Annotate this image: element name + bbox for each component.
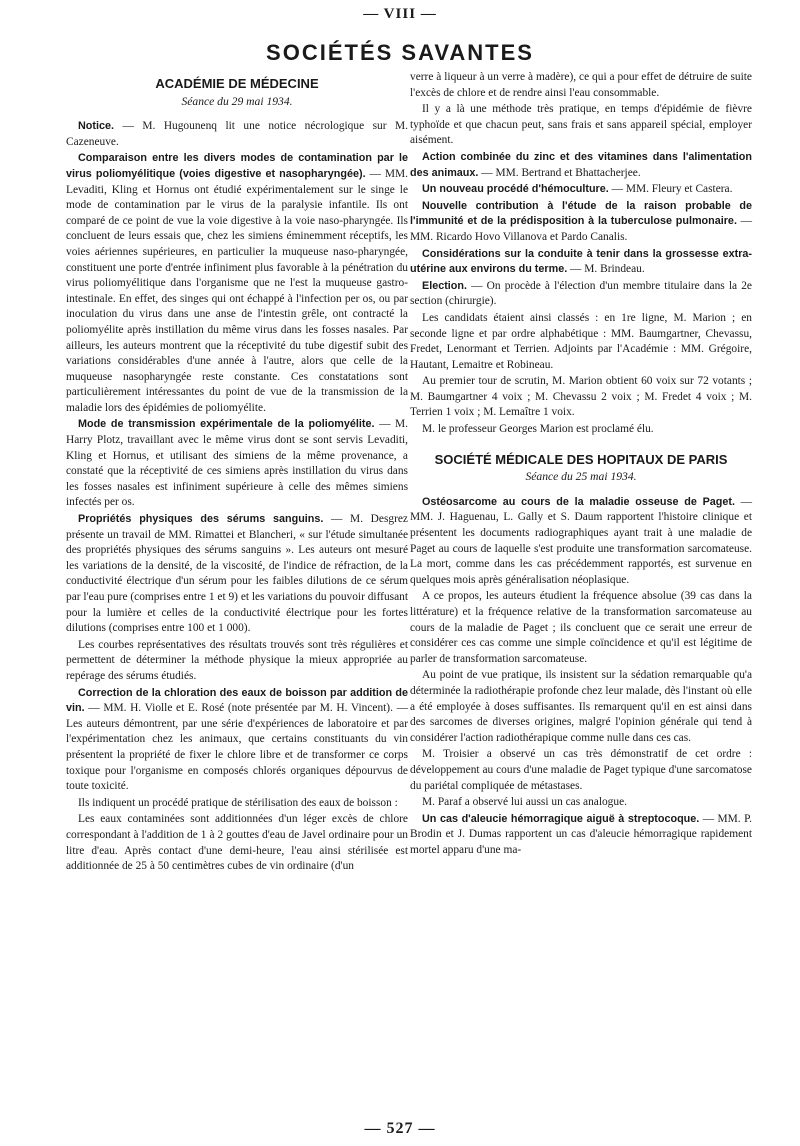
paragraph-troisier: M. Troisier a observé un cas très démonstratif de cet ordre : développement au cours d'une maladie de Paget typique d'une sarcomatose du pariétal compliquée de métastases. [410,748,752,792]
paragraph-scrutin: Au premier tour de scrutin, M. Marion obtient 60 voix sur 72 votants ; M. Baumgartner 4 voix ; M. Chevassu 2 voix ; M. Fredet 4 voix ; M. Terrien 1 voix ; M. Lemaître 1 voix. [410,375,752,419]
paragraph-continuation: verre à liqueur à un verre à madère), ce qui a pour effet de détruire de suite l'excès de chlore et de rendre ainsi l'eau consommable. [410,71,752,99]
paragraph-lead: Mode de transmission expérimentale de la poliomyélite. [78,418,375,431]
paragraph-lead: Election. [422,279,467,292]
paragraph-candidats: Les candidats étaient ainsi classés : en 1re ligne, M. Marion ; en seconde ligne et par ordre alphabétique : MM. Baumgartner, Chevassu, Fredet, Lenormant et Terrien. Adjoints par l'Académie : MM. Grégoire, Hautant, Lemaitre et Robineau. [410,311,752,371]
paragraph-text: — M. Hugounenq lit une notice nécrologique sur M. Cazeneuve. [66,120,408,148]
paragraph-lead: Action combinée du zinc et des vitamines dans l'alimentation des animaux. [410,150,752,179]
paragraph-comparaison [66,151,408,416]
paragraph-lead: Notice. [78,120,114,133]
paragraph-proprietes [66,512,408,637]
paragraph-mode-transmission [66,417,408,511]
section-title-hopitaux: SOCIÉTÉ MÉDICALE DES HOPITAUX DE PARIS [434,451,728,467]
paragraph-aleucie [410,812,752,859]
paragraph-lead: Un cas d'aleucie hémorragique aiguë à streptocoque. [422,812,700,825]
right-column [410,70,752,859]
paragraph-text: — MM. Levaditi, Kling et Hornus ont étudié expérimentalement sur le singe le mode de contamination par le virus de la paralysie infantile. Ils ont comparé de ce point de vue la voie digestive à la voie naso-pharyngée. Ils concluent de leurs essais que, chez les simiens éminemment réceptifs, les voies aériennes supérieures, en particulier la muqueuse naso-pharyngée, constituent une porte d'entrée infiniment plus favorable à la pénétration du virus poliomyélitique dans l'organisme que ne l'est la muqueuse gastro-intestinale. En effet, des singes qui ont échappé à l'infection per os, ou par inoculation du virus dans une anse de l'intestin grêle, ont contracté la poliomyélite après instillation du même virus dans les fosses nasales. Par ailleurs, les auteurs montrent que la réceptivité du tube digestif subit des variations considérables d'une année à l'autre, alors que celle de la muqueuse nasopharyngée reste constante. Ces constatations sont particulièrement intéressantes du point de vue de la transmission de la maladie lors des épidémies de poliomyélite. [66,167,408,414]
paragraph-text: — MM. Ricardo Hovo Villanova et Pardo Canalis. [410,215,752,243]
paragraph-lead: Comparaison entre les divers modes de contamination par le virus poliomyélitique (voies digestive et nasopharyngée). [66,152,408,180]
left-column [66,70,408,875]
paragraph-tuberculose [410,199,752,246]
paragraph-courbes: Les courbes représentatives des résultats trouvés sont très régulières et permettent de déterminer la méthode physique la mieux appropriée au repérage des sérums étudiés. [66,638,408,682]
masthead-title: SOCIÉTÉS SAVANTES [266,40,534,65]
paragraph-lead: Propriétés physiques des sérums sanguins. [78,513,324,526]
paragraph-notice [66,119,408,150]
paragraph-text: — M. Harry Plotz, travaillant avec le même virus dont se sont servis Levaditi, Kling et Hornus, et utilisant des simiens de la même provenance, a constaté que la réceptivité de ces simiens après instillation du virus dans les fosses nasales est infiniment supérieure à celle des mêmes simiens infectés per os. [66,418,409,509]
paragraph-text: — MM. Fleury et Castera. [608,183,733,196]
paragraph-correction [66,686,408,795]
paragraph-text: — M. Brindeau. [567,263,645,276]
paragraph-frequence: A ce propos, les auteurs étudient la fréquence absolue (39 cas dans la littérature) et la fréquence relative de la transformation sarcomateuse au cours de la maladie de Paget ; ils concluent que ce serait une erreur de considérer ces cas comme une simple coïncidence et qu'il est légitime de parler de transformation sarcomateuse. [410,590,752,665]
paragraph-methode: Il y a là une méthode très pratique, en temps d'épidémie de fièvre typhoïde et que chacun peut, sans frais et sans appareil spécial, employer aisément. [410,103,752,147]
paragraph-paraf: M. Paraf a observé lui aussi un cas analogue. [422,796,627,809]
paragraph-zinc [410,150,752,181]
page-number-roman: — VIII — [363,6,437,22]
paragraph-lead: Ostéosarcome au cours de la maladie osseuse de Paget. [422,495,735,508]
page-number: — 527 — [364,1120,436,1137]
paragraph-lead: Nouvelle contribution à l'étude de la raison probable de l'immunité et de la prédisposition à la tuberculose pulmonaire. [410,199,752,228]
paragraph-election [410,279,752,310]
paragraph-grossesse [410,247,752,278]
paragraph-text: — MM. J. Haguenau, L. Gally et S. Daum rapportent l'histoire clinique et présentent les documents radiographiques ayant trait à une maladie de Paget au cours de laquelle s'est produite une transformation sarcomateuse. La mort, comme dans les cas précédemment rapportés, est survenue en quelques mois après généralisation néoplasique. [410,495,752,586]
paragraph-proclame: M. le professeur Georges Marion est proclamé élu. [422,423,654,436]
paragraph-osteosarcome [410,495,752,589]
paragraph-lead: Considérations sur la conduite à tenir dans la grossesse extra-utérine aux environs du terme. [410,247,752,276]
paragraph-sedation: Au point de vue pratique, ils insistent sur la sédation remarquable qu'a déterminée la radiothérapie profonde chez leur malade, dès l'instant où elle a été employée à doses suffisantes. Ils remarquent qu'il en est ainsi dans des sarcomes de diverses origines, malgré l'opinion générale qui tend à considérer l'action radiothérapique comme nulle dans ces cas. [410,669,752,744]
paragraph-text: — MM. P. Brodin et J. Dumas rapportent un cas d'aleucie hémorragique rapidement mortel apparu d'une ma- [410,812,752,856]
paragraph-eaux-contaminees: Les eaux contaminées sont additionnées d'un léger excès de chlore correspondant à l'addition de 1 à 2 gouttes d'eau de Javel ordinaire pour un litre d'eau. Après contact d'une demi-heure, l'eau ainsi stérilisée est additionnée de 25 à 50 centimètres cubes de vin ordinaire (d'un [66,813,408,873]
paragraph-lead: Un nouveau procédé d'hémoculture. [422,183,609,196]
section-title-academie: ACADÉMIE DE MÉDECINE [155,76,319,91]
section-date-hopitaux: Séance du 25 mai 1934. [525,470,637,484]
paragraph-hemoculture [410,182,752,198]
paragraph-lead: Correction de la chloration des eaux de boisson par addition de vin. [66,686,408,715]
paragraph-procede: Ils indiquent un procédé pratique de stérilisation des eaux de boisson : [78,796,398,809]
paragraph-text: — MM. Bertrand et Bhattacherjee. [478,166,641,179]
paragraph-text: — On procède à l'élection d'un membre titulaire dans la 2e section (chirurgie). [410,279,752,308]
section-date-academie: Séance du 29 mai 1934. [181,94,293,108]
paragraph-text: — MM. H. Violle et E. Rosé (note présentée par M. H. Vincent). — Les auteurs démontrent, par une série d'expériences de laboratoire et par l'expérimentation chez les animaux, que certains constituants du vin présentent la propriété de fixer le chlore libre et de transformer ce corps toxique pour l'organisme en composés chlorés organiques dépourvus de toute toxicité. [66,702,408,793]
paragraph-text: — M. Desgrez présente un travail de MM. Rimattei et Blancheri, « sur l'étude simultanée des propriétés physiques des sérums sanguins ». Les auteurs ont mesuré les variations de la densité, de la viscosité, de l'indice de réfraction, de la conductivité électrique d'un sérum pour les faibles dilutions de ce sérum par l'eau pure (comprises entre 1 et 9) et les variations du pouvoir diffusant pour la lumière et celles de la conductivité électrique pour les fortes dilutions (comprises entre 100 et 1 000). [66,513,408,635]
